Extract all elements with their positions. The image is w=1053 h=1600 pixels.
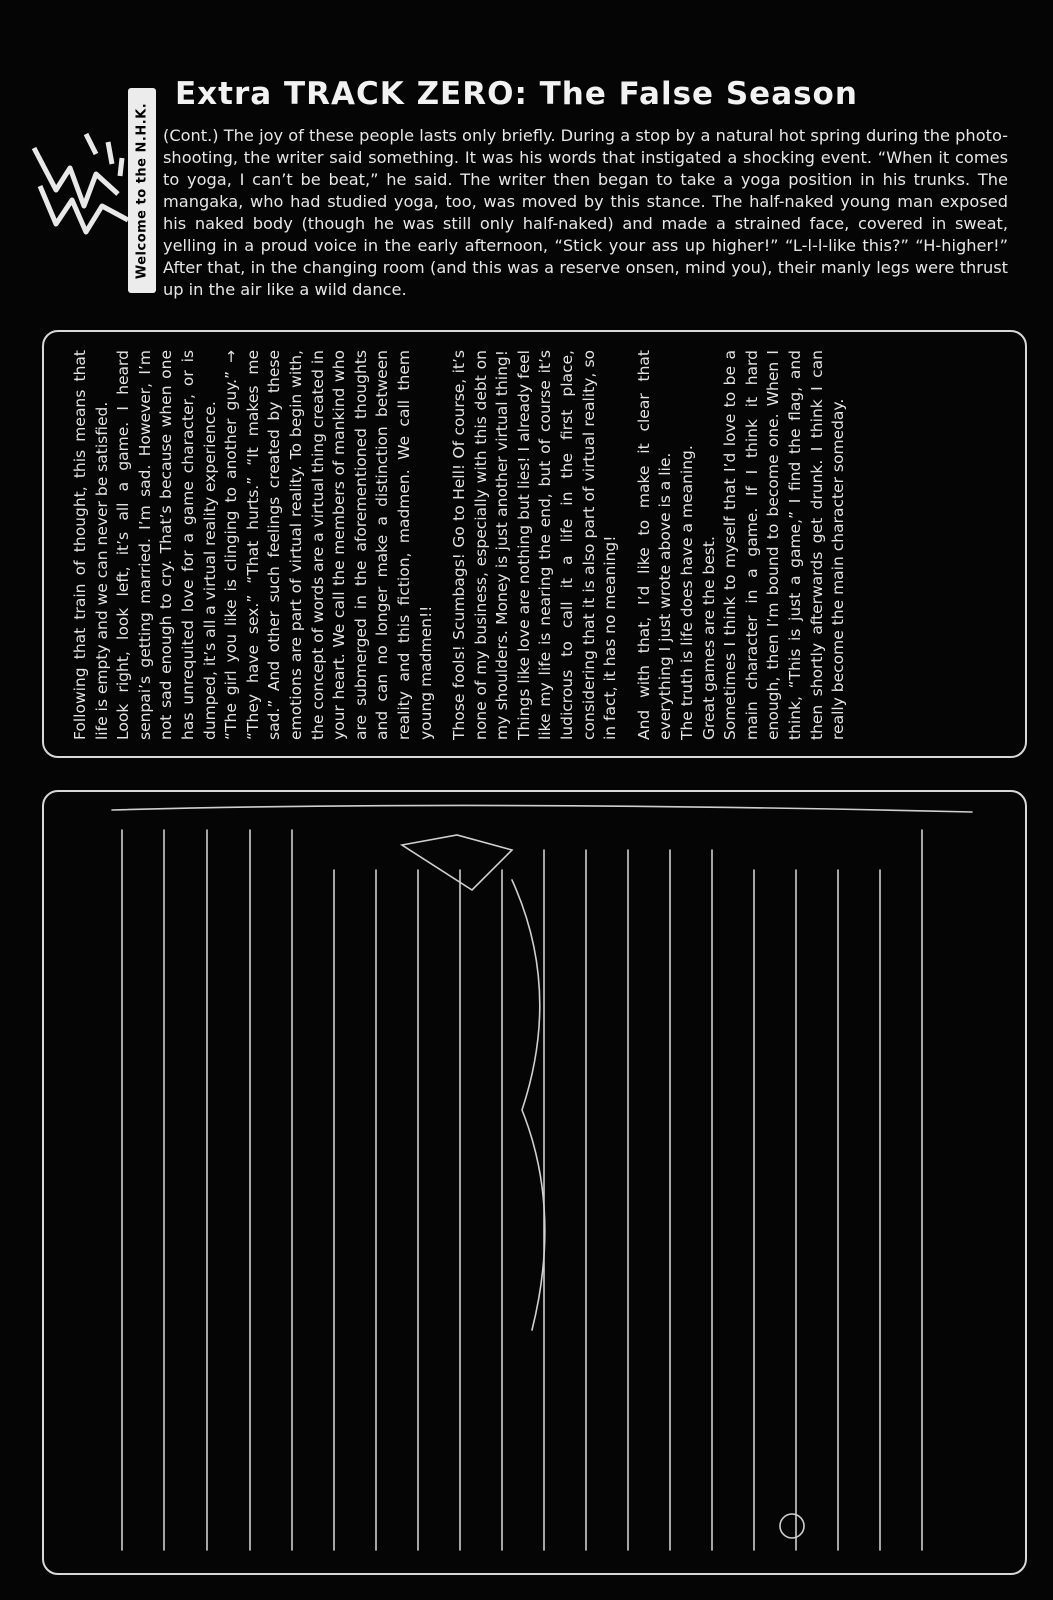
note-paragraph: And with that, I’d like to make it clear that everything I just wrote above is a lie. The truth is life does have a meaning. Great games are the best. Sometimes I think to myself that I’d love to be a main character in a game. If I think it hard enough, then I’m bound to become one. When I think, “This is just a game,” I find the flag, and then shortly afterwards get drunk. I think I can really become the main character someday. [634,350,848,740]
note-paragraph: Those fools! Scumbags! Go to Hell! Of course, it’s none of my business, especially with this debt on my shoulders. Money is just another virtual thing! Things like love are nothing but lies! I already feel like my life is nearing the end, but of course it’s ludicrous to call it a life in the first place, considering that it is also part of virtual reality, so in fact, it has no meaning! [450,350,620,740]
handwritten-japanese-note-image [42,790,1027,1575]
sidebar-series-text: Welcome to the N.H.K. [134,102,150,279]
page-title: Extra TRACK ZERO: The False Season [175,76,858,112]
note-paragraph: Following that train of thought, this means that life is empty and we can never be satisfied. Look right, look left, it’s all a game. I heard senpai’s getting married. I’m sad. However, I’m not sad enough to cry. That’s because when one has unrequited love for a game character, or is dumped, it’s all a virtual reality experience. “The girl you like is clinging to another guy.” → “They have sex.” “That hurts.” “It makes me sad.” And other such feelings created by these emotions are part of virtual reality. To begin with, the concept of words are a virtual thing created in your heart. We call the members of mankind who are submerged in the aforementioned thoughts and can no longer make a distinction between reality and this fiction, madmen. We call them young madmen!! [71,350,435,740]
intro-paragraph: (Cont.) The joy of these people lasts only briefly. During a stop by a natural hot spring during the photo-shooting, the writer said something. It was his words that instigated a shocking event. “When it comes to yoga, I can’t be beat,” he said. The writer then began to take a yoga position in his trunks. The mangaka, who had studied yoga, too, was moved by this stance. The half-naked young man exposed his naked body (though he was still only half-naked) and made a strained face, covered in sweat, yelling in a proud voice in the early afternoon, “Stick your ass up higher!” “L-l-l-like this?” “H-higher!” After that, in the changing room (and this was a reserve onsen, mind you), their manly legs were thrust up in the air like a wild dance. [163,126,1008,299]
rotated-note-text [70,350,1000,740]
lightning-logo-icon [26,128,136,248]
